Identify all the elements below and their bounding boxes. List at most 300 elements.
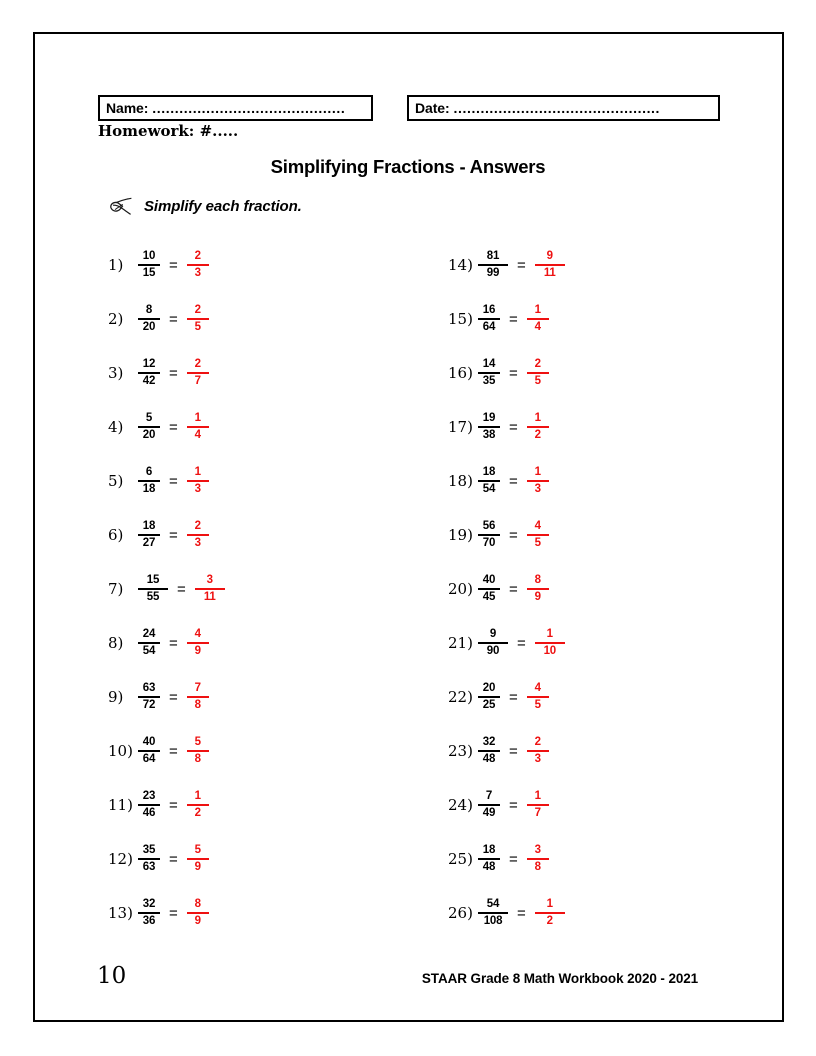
problem-fraction (478, 791, 500, 820)
problem-number: 19) (448, 526, 473, 544)
numerator: 40 (482, 573, 496, 586)
answer-denominator: 3 (534, 753, 541, 765)
footer-book-title: STAAR Grade 8 Math Workbook 2020 - 2021 (421, 971, 699, 986)
equals-sign: = (169, 310, 178, 328)
equals-sign: = (169, 742, 178, 760)
answer-fraction (187, 467, 209, 496)
equals-sign: = (509, 526, 518, 544)
problem-item (108, 616, 227, 670)
fraction-bar (187, 696, 209, 698)
problem-item (108, 346, 227, 400)
problem-fraction (138, 683, 160, 712)
equals-sign: = (509, 418, 518, 436)
answer-denominator: 3 (194, 537, 201, 549)
problem-fraction (138, 629, 160, 658)
fraction-bar (478, 426, 500, 428)
equals-sign: = (509, 472, 518, 490)
date-dotted-line: .............................................. (453, 100, 661, 116)
equals-sign: = (509, 688, 518, 706)
answer-fraction (187, 251, 209, 280)
answer-fraction (527, 359, 549, 388)
denominator: 35 (482, 375, 496, 387)
equals-sign: = (509, 580, 518, 598)
equals-sign: = (509, 364, 518, 382)
problem-item (448, 238, 567, 292)
answer-fraction (535, 251, 565, 280)
equals-sign: = (169, 472, 178, 490)
answer-numerator: 2 (194, 519, 201, 532)
answer-fraction (527, 575, 549, 604)
name-dotted-line: ........................................... (152, 100, 346, 116)
fraction-bar (138, 480, 160, 482)
numerator: 23 (142, 789, 156, 802)
answer-denominator: 2 (534, 429, 541, 441)
fraction-bar (187, 480, 209, 482)
problem-number: 5) (108, 472, 124, 490)
problem-item (448, 292, 567, 346)
problem-number: 23) (448, 742, 473, 760)
problem-item (448, 616, 567, 670)
problem-item (448, 400, 567, 454)
page-number: 10 (97, 963, 127, 989)
fraction-bar (187, 804, 209, 806)
answer-numerator: 8 (534, 573, 541, 586)
numerator: 18 (482, 843, 496, 856)
fraction-bar (138, 426, 160, 428)
problem-column-right (448, 238, 567, 940)
denominator: 38 (482, 429, 496, 441)
numerator: 7 (485, 789, 493, 802)
answer-numerator: 9 (546, 249, 553, 262)
answer-numerator: 1 (534, 465, 541, 478)
fraction-bar (187, 642, 209, 644)
answer-denominator: 5 (534, 537, 541, 549)
fraction-bar (138, 318, 160, 320)
answer-numerator: 2 (534, 357, 541, 370)
problem-fraction (478, 305, 500, 334)
answer-denominator: 4 (534, 321, 541, 333)
denominator: 42 (142, 375, 156, 387)
problem-number: 18) (448, 472, 473, 490)
answer-numerator: 1 (194, 465, 201, 478)
problem-item (448, 724, 567, 778)
problem-item (448, 508, 567, 562)
answer-denominator: 9 (194, 915, 201, 927)
equals-sign: = (517, 904, 526, 922)
problem-number: 20) (448, 580, 473, 598)
fraction-bar (138, 642, 160, 644)
problem-number: 3) (108, 364, 124, 382)
problem-item (448, 886, 567, 940)
denominator: 45 (482, 591, 496, 603)
numerator: 32 (142, 897, 156, 910)
answer-fraction (527, 737, 549, 766)
numerator: 18 (142, 519, 156, 532)
numerator: 5 (145, 411, 153, 424)
numerator: 8 (145, 303, 153, 316)
problem-fraction (138, 305, 160, 334)
answer-fraction (187, 737, 209, 766)
answer-denominator: 8 (194, 753, 201, 765)
numerator: 10 (142, 249, 156, 262)
fraction-bar (187, 318, 209, 320)
problem-number: 2) (108, 310, 124, 328)
problem-fraction (138, 521, 160, 550)
denominator: 54 (482, 483, 496, 495)
answer-fraction (527, 467, 549, 496)
problem-fraction (138, 359, 160, 388)
problem-fraction (478, 629, 508, 658)
answer-denominator: 8 (194, 699, 201, 711)
equals-sign: = (169, 904, 178, 922)
numerator: 35 (142, 843, 156, 856)
numerator: 63 (142, 681, 156, 694)
problem-fraction (478, 413, 500, 442)
problem-number: 15) (448, 310, 473, 328)
fraction-bar (478, 534, 500, 536)
denominator: 108 (483, 915, 503, 927)
answer-fraction (535, 629, 565, 658)
answer-denominator: 9 (534, 591, 541, 603)
numerator: 14 (482, 357, 496, 370)
fraction-bar (138, 696, 160, 698)
fraction-bar (478, 264, 508, 266)
denominator: 90 (486, 645, 500, 657)
problem-item (108, 724, 227, 778)
fraction-bar (138, 750, 160, 752)
problem-item (108, 238, 227, 292)
answer-numerator: 1 (534, 789, 541, 802)
problem-fraction (138, 251, 160, 280)
answer-denominator: 7 (194, 375, 201, 387)
problem-fraction (138, 737, 160, 766)
fraction-bar (138, 588, 168, 590)
answer-denominator: 11 (203, 591, 216, 603)
answer-denominator: 3 (534, 483, 541, 495)
problem-fraction (138, 791, 160, 820)
fraction-bar (187, 426, 209, 428)
answer-fraction (187, 629, 209, 658)
answer-denominator: 9 (194, 645, 201, 657)
answer-denominator: 3 (194, 483, 201, 495)
answer-fraction (527, 845, 549, 874)
problem-number: 25) (448, 850, 473, 868)
denominator: 20 (142, 321, 156, 333)
answer-numerator: 2 (194, 303, 201, 316)
problem-number: 14) (448, 256, 473, 274)
fraction-bar (138, 372, 160, 374)
problem-number: 12) (108, 850, 133, 868)
answer-numerator: 8 (194, 897, 201, 910)
problem-number: 8) (108, 634, 124, 652)
problem-fraction (138, 899, 160, 928)
answer-numerator: 1 (534, 303, 541, 316)
date-field[interactable] (407, 95, 720, 121)
denominator: 15 (142, 267, 156, 279)
numerator: 24 (142, 627, 156, 640)
numerator: 40 (142, 735, 156, 748)
problem-number: 22) (448, 688, 473, 706)
fraction-bar (478, 750, 500, 752)
fraction-bar (527, 858, 549, 860)
problem-item (108, 832, 227, 886)
problem-number: 10) (108, 742, 133, 760)
denominator: 36 (142, 915, 156, 927)
answer-numerator: 2 (534, 735, 541, 748)
denominator: 20 (142, 429, 156, 441)
denominator: 64 (482, 321, 496, 333)
answer-fraction (187, 413, 209, 442)
denominator: 49 (482, 807, 496, 819)
fraction-bar (527, 750, 549, 752)
pen-icon (108, 196, 134, 216)
problem-number: 17) (448, 418, 473, 436)
equals-sign: = (509, 850, 518, 868)
problem-fraction (138, 467, 160, 496)
instruction-text: Simplify each fraction. (144, 197, 302, 215)
answer-numerator: 1 (534, 411, 541, 424)
problem-fraction (478, 467, 500, 496)
numerator: 6 (145, 465, 153, 478)
answer-fraction (187, 845, 209, 874)
denominator: 99 (486, 267, 500, 279)
problem-item (108, 292, 227, 346)
problem-number: 1) (108, 256, 124, 274)
equals-sign: = (169, 364, 178, 382)
instruction-row (108, 196, 302, 216)
answer-numerator: 5 (194, 843, 201, 856)
answer-denominator: 4 (194, 429, 201, 441)
denominator: 25 (482, 699, 496, 711)
denominator: 54 (142, 645, 156, 657)
answer-numerator: 1 (194, 411, 201, 424)
fraction-bar (187, 750, 209, 752)
fraction-bar (138, 534, 160, 536)
denominator: 63 (142, 861, 156, 873)
problem-fraction (478, 737, 500, 766)
problem-fraction (478, 521, 500, 550)
fraction-bar (138, 858, 160, 860)
fraction-bar (527, 696, 549, 698)
problem-fraction (138, 575, 168, 604)
numerator: 16 (482, 303, 496, 316)
problem-number: 4) (108, 418, 124, 436)
numerator: 12 (142, 357, 156, 370)
answer-numerator: 4 (534, 519, 541, 532)
fraction-bar (187, 858, 209, 860)
fraction-bar (527, 372, 549, 374)
problem-item (448, 346, 567, 400)
answer-fraction (527, 305, 549, 334)
problem-fraction (478, 845, 500, 874)
equals-sign: = (169, 850, 178, 868)
answer-denominator: 7 (534, 807, 541, 819)
problem-number: 13) (108, 904, 133, 922)
problem-item (108, 454, 227, 508)
problem-fraction (478, 683, 500, 712)
answer-denominator: 10 (543, 645, 556, 657)
answer-fraction (187, 899, 209, 928)
answer-denominator: 3 (194, 267, 201, 279)
problem-number: 11) (108, 796, 133, 814)
problem-item (448, 454, 567, 508)
fraction-bar (527, 480, 549, 482)
problem-fraction (478, 251, 508, 280)
denominator: 27 (142, 537, 156, 549)
problem-number: 16) (448, 364, 473, 382)
fraction-bar (527, 804, 549, 806)
answer-fraction (195, 575, 225, 604)
problem-item (108, 670, 227, 724)
answer-numerator: 3 (206, 573, 213, 586)
problem-item (448, 832, 567, 886)
problem-number: 7) (108, 580, 124, 598)
denominator: 46 (142, 807, 156, 819)
answer-denominator: 2 (194, 807, 201, 819)
answer-denominator: 5 (534, 375, 541, 387)
answer-numerator: 1 (546, 897, 553, 910)
denominator: 48 (482, 861, 496, 873)
answer-numerator: 5 (194, 735, 201, 748)
denominator: 72 (142, 699, 156, 711)
answer-numerator: 7 (194, 681, 201, 694)
fraction-bar (478, 642, 508, 644)
fraction-bar (535, 912, 565, 914)
homework-label: Homework: #..... (98, 122, 239, 140)
answer-denominator: 5 (194, 321, 201, 333)
numerator: 56 (482, 519, 496, 532)
problem-column-left (108, 238, 227, 940)
answer-denominator: 11 (543, 267, 556, 279)
problem-fraction (138, 413, 160, 442)
answer-denominator: 5 (534, 699, 541, 711)
problem-number: 26) (448, 904, 473, 922)
fraction-bar (527, 588, 549, 590)
numerator: 15 (146, 573, 160, 586)
equals-sign: = (517, 256, 526, 274)
fraction-bar (195, 588, 225, 590)
numerator: 9 (489, 627, 497, 640)
fraction-bar (187, 534, 209, 536)
fraction-bar (187, 264, 209, 266)
answer-fraction (187, 521, 209, 550)
fraction-bar (478, 696, 500, 698)
problem-number: 9) (108, 688, 124, 706)
fraction-bar (478, 804, 500, 806)
problem-fraction (478, 899, 508, 928)
equals-sign: = (169, 418, 178, 436)
denominator: 64 (142, 753, 156, 765)
equals-sign: = (509, 310, 518, 328)
fraction-bar (535, 642, 565, 644)
problem-number: 24) (448, 796, 473, 814)
answer-fraction (527, 791, 549, 820)
answer-denominator: 9 (194, 861, 201, 873)
fraction-bar (478, 372, 500, 374)
answer-fraction (527, 683, 549, 712)
fraction-bar (527, 534, 549, 536)
fraction-bar (478, 318, 500, 320)
problem-fraction (478, 359, 500, 388)
denominator: 18 (142, 483, 156, 495)
problem-number: 6) (108, 526, 124, 544)
answer-numerator: 1 (546, 627, 553, 640)
equals-sign: = (169, 796, 178, 814)
problem-item (108, 778, 227, 832)
equals-sign: = (517, 634, 526, 652)
fraction-bar (527, 318, 549, 320)
answer-fraction (187, 791, 209, 820)
fraction-bar (478, 480, 500, 482)
name-field[interactable] (98, 95, 373, 121)
problem-item (448, 670, 567, 724)
answer-fraction (527, 413, 549, 442)
denominator: 48 (482, 753, 496, 765)
equals-sign: = (169, 256, 178, 274)
numerator: 19 (482, 411, 496, 424)
problem-item (108, 886, 227, 940)
problem-number: 21) (448, 634, 473, 652)
answer-numerator: 4 (194, 627, 201, 640)
problem-item (108, 562, 227, 616)
equals-sign: = (169, 526, 178, 544)
problem-fraction (138, 845, 160, 874)
problem-fraction (478, 575, 500, 604)
problem-item (448, 562, 567, 616)
numerator: 54 (486, 897, 500, 910)
problem-item (108, 400, 227, 454)
answer-fraction (187, 359, 209, 388)
answer-fraction (535, 899, 565, 928)
problem-item (448, 778, 567, 832)
numerator: 20 (482, 681, 496, 694)
answer-numerator: 2 (194, 249, 201, 262)
fraction-bar (138, 912, 160, 914)
fraction-bar (478, 588, 500, 590)
fraction-bar (478, 858, 500, 860)
equals-sign: = (509, 796, 518, 814)
fraction-bar (138, 804, 160, 806)
fraction-bar (527, 426, 549, 428)
answer-numerator: 4 (534, 681, 541, 694)
equals-sign: = (169, 688, 178, 706)
answer-numerator: 2 (194, 357, 201, 370)
answer-fraction (187, 305, 209, 334)
answer-denominator: 8 (534, 861, 541, 873)
page-title: Simplifying Fractions - Answers (270, 156, 546, 177)
date-label: Date: (415, 100, 450, 116)
answer-fraction (527, 521, 549, 550)
answer-numerator: 1 (194, 789, 201, 802)
name-label: Name: (106, 100, 149, 116)
equals-sign: = (177, 580, 186, 598)
answer-fraction (187, 683, 209, 712)
denominator: 70 (482, 537, 496, 549)
numerator: 81 (486, 249, 500, 262)
problem-item (108, 508, 227, 562)
numerator: 18 (482, 465, 496, 478)
equals-sign: = (509, 742, 518, 760)
fraction-bar (535, 264, 565, 266)
numerator: 32 (482, 735, 496, 748)
fraction-bar (138, 264, 160, 266)
fraction-bar (187, 372, 209, 374)
equals-sign: = (169, 634, 178, 652)
answer-denominator: 2 (546, 915, 553, 927)
fraction-bar (187, 912, 209, 914)
answer-numerator: 3 (534, 843, 541, 856)
fraction-bar (478, 912, 508, 914)
